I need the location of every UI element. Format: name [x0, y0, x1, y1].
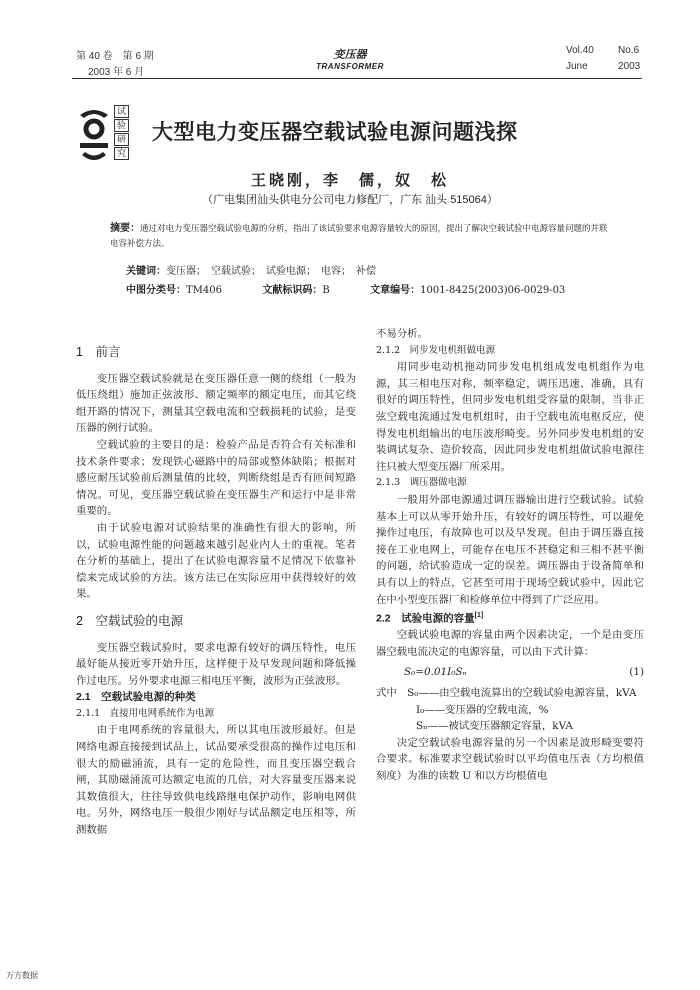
- definition-item: 式中 S₀——由空载电流算出的空载试验电源容量，kVA: [376, 686, 637, 699]
- reference-mark: [1]: [474, 612, 484, 620]
- subsection-2-1-2-heading: 2.1.2 同步发电机组做电源: [376, 344, 496, 356]
- article-no-value: 1001-8425(2003)06-0029-03: [420, 285, 566, 296]
- article-title: 大型电力变压器空载试验电源问题浅探: [152, 120, 518, 144]
- classification-line: [126, 281, 646, 296]
- journal-name-en: TRANSFORMER: [316, 62, 384, 71]
- keywords-label: 关键词：: [126, 266, 166, 277]
- class-value: TM406: [186, 285, 222, 296]
- definition-item: I₀——变压器的空载电流，%: [416, 703, 549, 716]
- year-en: 2003: [618, 61, 641, 72]
- paragraph: 由于电网系统的容量很大，所以其电压波形最好。但是网络电源直接接到试品上，试品要承受很高的操作过电压和很大的励磁涌流，具有一定的危险性，而且变压器空载合闸，其励磁涌流可达额定电流的几倍，对大容量变压器来说其数值很大，往往导致供电线路继电保护动作，影响电网供电。另外，网络电压一般很少刚好与试品额定电压相等，所测数据: [76, 724, 356, 837]
- vol-en: Vol.40: [566, 45, 594, 56]
- subsection-2-1-3-heading: 2.1.3 调压器做电源: [376, 477, 467, 489]
- paragraph: 空载试验电源的容量由两个因素决定，一个是由变压器空载电流决定的电源容量，可以由下式计算：: [376, 629, 644, 658]
- paragraph: 用同步电动机拖动同步发电机组成发电机组作为电源，其三相电压对称，频率稳定，调压迅速、准确，具有很好的调压特性，但同步发电机组受容量的限制，当非正弦空载电流通过发电机组时，由于空载电流电枢反应，使得发电机组输出的电压波形畸变。另外同步发电机组的安装调试复杂、造价较高，因此同步发电机组做试验电源往往只被大型变压器厂所采用。: [376, 361, 644, 473]
- column-logo: [76, 105, 134, 167]
- journal-volume-issue: 第 40 卷 第 6 期: [76, 51, 154, 62]
- journal-name-cn: 变压器: [333, 48, 367, 61]
- subsection-2-2-heading: [376, 608, 644, 627]
- equation-1: [376, 664, 644, 681]
- logo-char-4: 究: [114, 147, 129, 160]
- paragraph: 不易分析。: [376, 328, 428, 340]
- keywords: [126, 262, 376, 277]
- doc-label: 文献标识码：: [262, 285, 323, 296]
- subsection-2-1-heading: 2.1 空载试验电源的种类: [76, 691, 196, 704]
- paragraph: 决定空载试验电源容量的另一个因素是波形畸变要符合要求。标准要求空载试验时以平均值电压表（方均根值刻度）为准的读数 U 和以方均根值电: [376, 736, 644, 782]
- definition-item: Sₙ——被试变压器额定容量，kVA: [416, 720, 573, 733]
- month-en: June: [566, 61, 588, 72]
- section-1-heading: 1 前言: [76, 345, 121, 359]
- paragraph: 变压器空载试验就是在变压器任意一侧的绕组（一般为低压绕组）施加正弦波形、额定频率的额定电压，而其它绕组开路的情况下，测量其空载电流和空载损耗的试验，是变压器的例行试验。: [76, 372, 356, 435]
- no-en: No.6: [618, 45, 640, 56]
- header-rule: [72, 78, 642, 79]
- equation-body: S₀=0.01I₀Sₙ: [404, 666, 467, 679]
- class-label: 中图分类号：: [126, 285, 186, 296]
- column-logo-icon: [76, 105, 114, 165]
- paragraph: 由于试验电源对试验结果的准确性有很大的影响，所以，试验电源性能的问题越来越引起业内人士的重视。笔者在分析的基础上，提出了在试验电源容量不足情况下依靠补偿来完成试验的方法。该方法已在实际应用中获得较好的效果。: [76, 521, 356, 601]
- paragraph: 变压器空载试验时，要求电源有较好的调压特性，电压最好能从接近零开始升压，这样便于及早发现问题和降低操作过电压。另外要求电源三相电压平衡，波形为正弦波形。: [76, 641, 356, 687]
- paragraph: 空载试验的主要目的是：检验产品是否符合有关标准和技术条件要求；发现铁心磁路中的局部或整体缺陷；根据对感应耐压试验前后测量值的比较，判断绕组是否有匝间短路情况。可见，变压器空载试验在变压器生产和运行中是非常重要的。: [76, 438, 356, 518]
- keywords-text: 变压器； 空载试验； 试验电源； 电容； 补偿: [166, 266, 376, 277]
- footer-watermark: 万方数据: [6, 971, 38, 980]
- journal-masthead: [300, 46, 400, 71]
- article-authors: 王晓刚，李 儒，奴 松: [250, 171, 449, 189]
- article-no-label: 文章编号：: [370, 285, 421, 296]
- left-column: [76, 338, 356, 839]
- definition-list: [376, 685, 644, 735]
- equation-number: (1): [629, 666, 644, 679]
- journal-date: 2003 年 6 月: [88, 67, 145, 78]
- logo-char-3: 研: [114, 133, 129, 146]
- doc-value: B: [322, 285, 330, 296]
- logo-char-1: 试: [114, 105, 129, 118]
- article-affiliation: （广电集团汕头供电分公司电力修配厂，广东 汕头 515064）: [202, 194, 498, 206]
- logo-char-2: 验: [114, 119, 129, 132]
- paragraph: 一般用外部电源通过调压器输出进行空载试验。试验基本上可以从零开始升压，有较好的调压特性，可以避免操作过电压，有故障也可以及早发现。但由于调压器直接接在工业电网上，可能存在电压不甚稳定和三相不甚平衡的问题，给试验造成一定的误差。调压器由于设备简单和具有以上的特点，它甚至可用于现场空载试验中，因此它在中小型变压器厂和检修单位中得到了广泛应用。: [376, 493, 644, 606]
- abstract: [110, 221, 615, 252]
- right-column: [376, 326, 644, 785]
- abstract-label: 摘要：: [110, 223, 140, 234]
- section-2-heading: 2 空载试验的电源: [76, 613, 183, 628]
- subsection-2-2-text: 2.2 试验电源的容量: [376, 612, 475, 625]
- subsection-2-1-1-heading: 2.1.1 直接用电网系统作为电源: [76, 707, 215, 719]
- abstract-text: 通过对电力变压器空载试验电源的分析，指出了该试验要求电源容量较大的原因，提出了解决空载试验中电源容量问题的并联电容补偿方法。: [110, 224, 608, 249]
